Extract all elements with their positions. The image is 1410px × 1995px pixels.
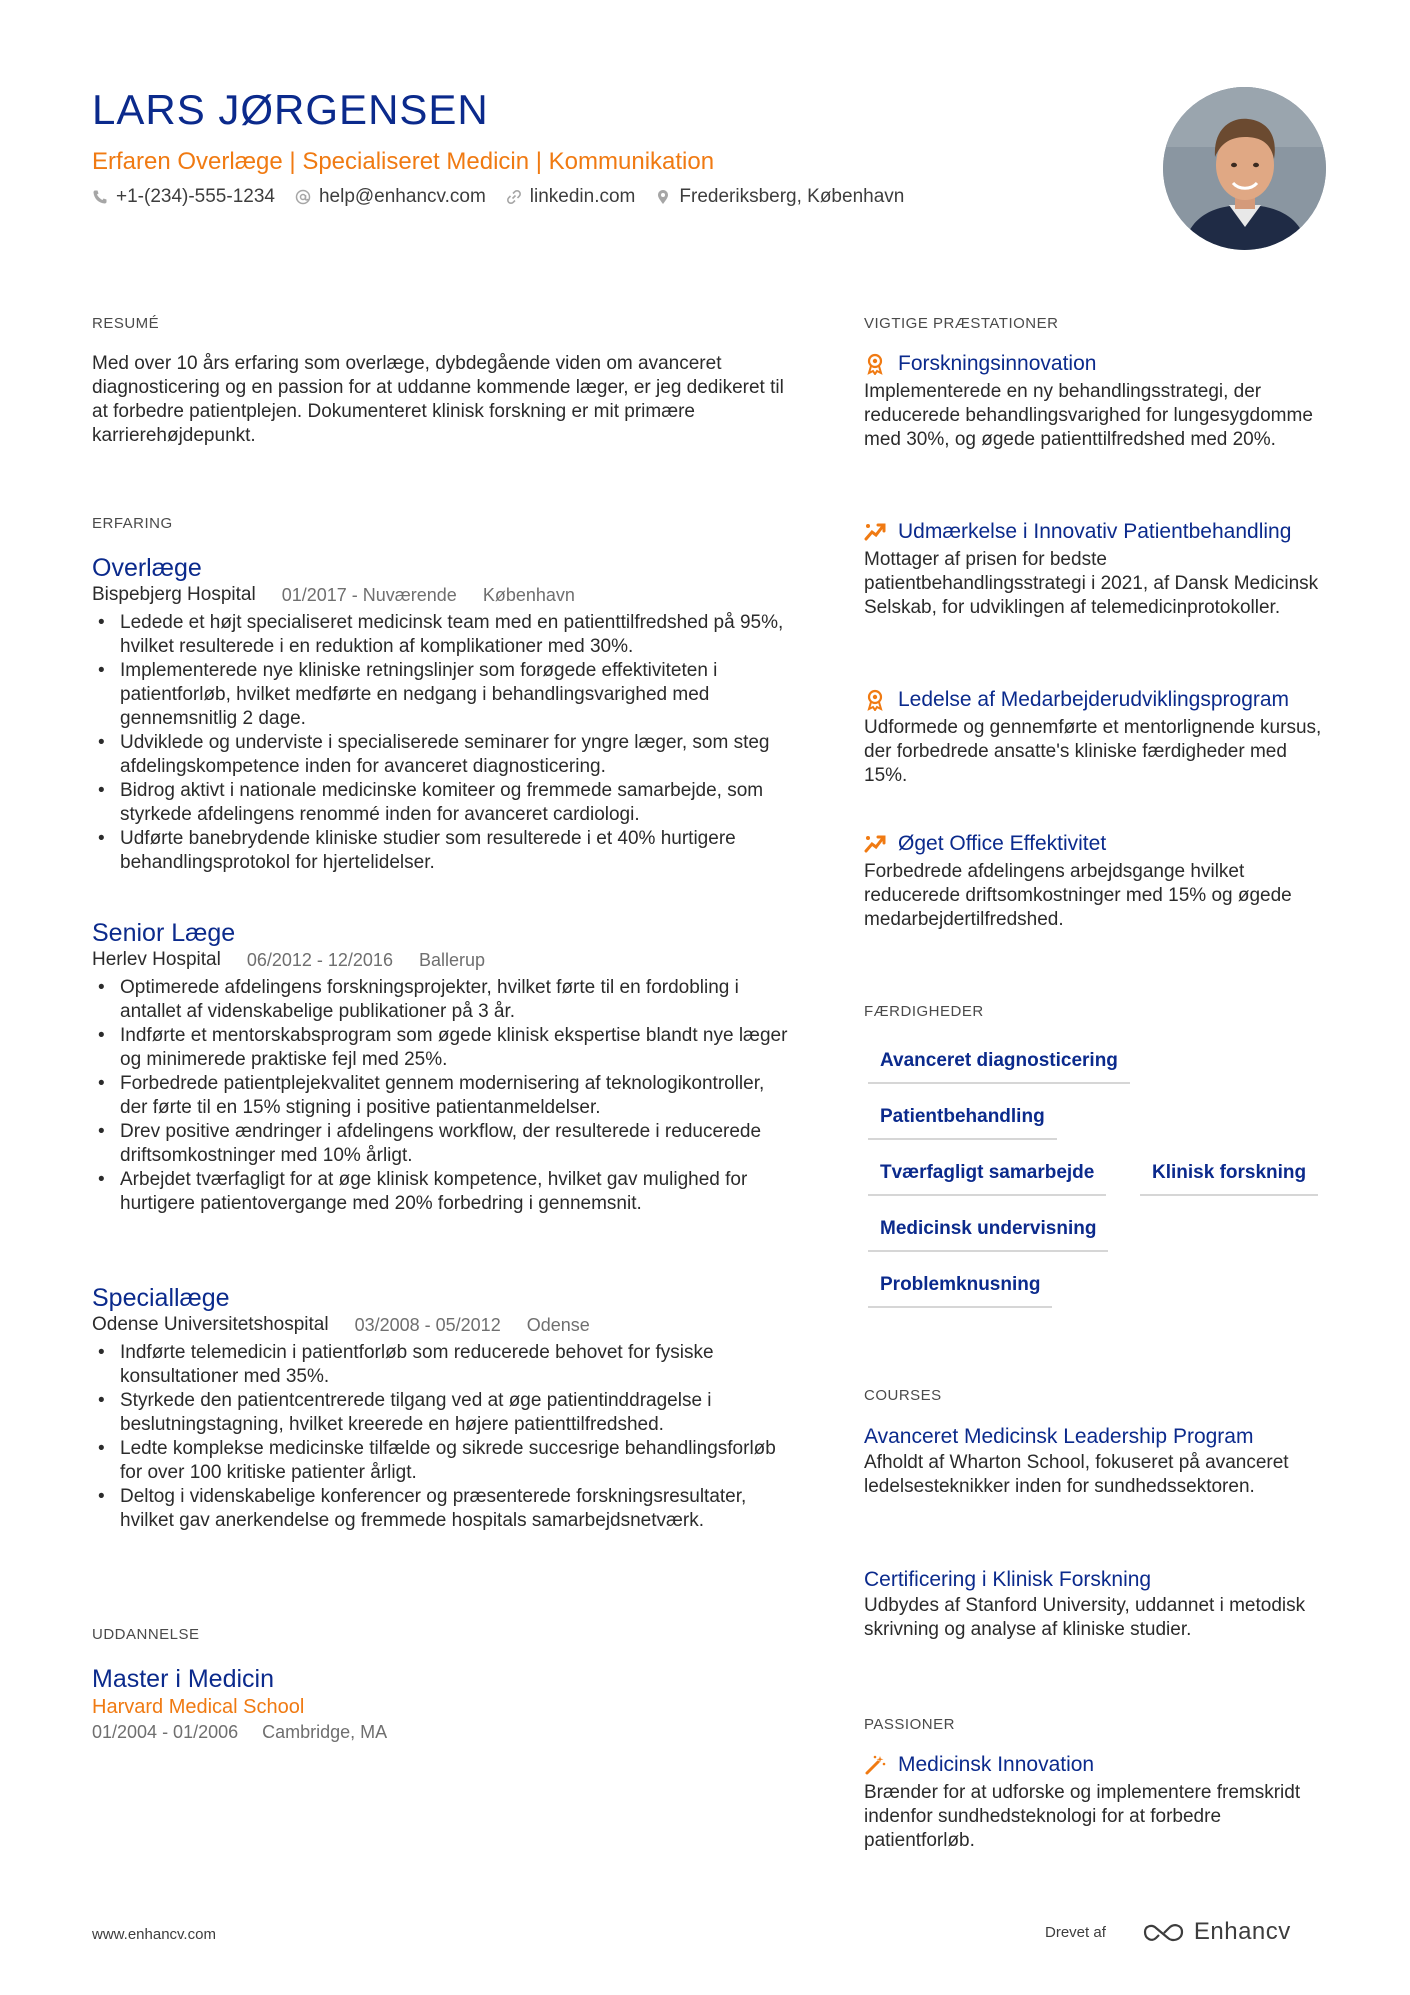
skill-tag: Avanceret diagnosticering [868, 1050, 1130, 1084]
education-dates: 01/2004 - 01/2006 [92, 1722, 239, 1742]
at-icon [295, 189, 311, 205]
achievement-title: Forskningsinnovation [898, 352, 1097, 375]
skill-tag: Tværfagligt samarbejde [868, 1162, 1106, 1196]
job-dates: 01/2017 - Nuværende [281, 585, 457, 605]
powered-by-label: Drevet af [1045, 1923, 1106, 1941]
location-text: Frederiksberg, København [679, 186, 905, 207]
growth-icon [864, 521, 886, 543]
candidate-name: LARS JØRGENSEN [92, 86, 489, 133]
experience-heading: ERFARING [92, 515, 173, 532]
course-item [864, 1423, 1324, 1499]
job-bullet: • Ledte komplekse medicinske tilfælde og sikrede succesrige behandlingsforløb for over 100 kritiske patienter årligt. [92, 1437, 792, 1485]
company-name: Herlev Hospital [92, 949, 221, 970]
achievement-item [864, 518, 1324, 620]
contact-bar [92, 186, 904, 208]
job-title: Senior Læge [92, 919, 236, 947]
job-bullet: • Styrkede den patientcentrerede tilgang ved at øge patientinddragelse i beslutningstagning, hvilket kreerede en højere patienttilfredshed. [92, 1389, 792, 1437]
company-name: Bispebjerg Hospital [92, 584, 256, 605]
degree-title: Master i Medicin [92, 1665, 274, 1693]
job-title: Speciallæge [92, 1284, 230, 1312]
skill-tag: Medicinsk undervisning [868, 1218, 1108, 1252]
experience-entry [92, 918, 792, 1216]
experience-entry [92, 1283, 792, 1533]
summary-text: Med over 10 års erfaring som overlæge, dybdegående viden om avanceret diagnosticering og en passion for at uddanne kommende læger, er jeg dedikeret til at forbedre patientplejen. Dokumenteret klinisk forskning er mit primære karrierehøjdepunkt. [92, 353, 784, 446]
course-title: Avanceret Medicinsk Leadership Program [864, 1425, 1254, 1448]
passions-heading: PASSIONER [864, 1716, 955, 1733]
magic-wand-icon [864, 1754, 886, 1776]
passion-text: Brænder for at udforske og implementere fremskridt indenfor sundhedsteknologi for at forbedre patientforløb. [864, 1782, 1301, 1851]
achievement-text: Udformede og gennemførte et mentorlignende kursus, der forbedrede ansatte's kliniske færdigheder med 15%. [864, 717, 1322, 786]
contact-email[interactable] [295, 186, 486, 208]
education-entry [92, 1664, 792, 1744]
job-dates: 03/2008 - 05/2012 [354, 1315, 501, 1335]
achievement-title: Øget Office Effektivitet [898, 832, 1107, 855]
job-bullet: • Optimerede afdelingens forskningsprojekter, hvilket førte til en fordobling i antallet af videnskabelige publikationer på 3 år. [92, 976, 792, 1024]
summary-heading: RESUMÉ [92, 315, 160, 332]
job-bullet: • Implementerede nye kliniske retningslinjer som forøgede effektiviteten i patientforløb, hvilket medførte en nedgang i behandlingsvarighed med gennemsnitlig 2 dage. [92, 659, 792, 731]
achievement-text: Forbedrede afdelingens arbejdsgange hvilket reducerede driftsomkostninger med 15% og øgede medarbejdertilfredshed. [864, 861, 1292, 930]
job-bullet: • Indførte telemedicin i patientforløb som reducerede behovet for fysiske konsultationer med 35%. [92, 1341, 792, 1389]
job-bullet: • Udførte banebrydende kliniske studier som resulterede i et 40% hurtigere behandlingsprotokol for hjertelidelser. [92, 827, 792, 875]
job-bullet: • Deltog i videnskabelige konferencer og præsenterede forskningsresultater, hvilket gav anerkendelse og fremmede hospitals samarbejdsnetværk. [92, 1485, 792, 1533]
job-location: København [482, 585, 575, 605]
enhancv-logo[interactable] [1142, 1918, 1291, 1946]
school-name: Harvard Medical School [92, 1696, 305, 1718]
job-bullets [92, 1341, 792, 1533]
course-text: Udbydes af Stanford University, uddannet i metodisk skrivning og analyse af kliniske studier. [864, 1595, 1306, 1640]
job-bullet: • Arbejdet tværfagligt for at øge klinisk kompetence, hvilket gav mulighed for hurtigere patientovergange med 20% forbedring i gennemsnit. [92, 1168, 792, 1216]
award-icon [864, 689, 886, 711]
job-dates: 06/2012 - 12/2016 [246, 950, 393, 970]
job-meta [92, 583, 792, 607]
enhancv-logo-icon [1142, 1921, 1186, 1943]
education-meta [92, 1720, 792, 1744]
profile-photo [1163, 87, 1326, 250]
achievement-title: Ledelse af Medarbejderudviklingsprogram [898, 688, 1290, 711]
email-text: help@enhancv.com [318, 186, 486, 207]
courses-heading: COURSES [864, 1387, 942, 1404]
footer-branding [1045, 1918, 1291, 1946]
skills-heading: FÆRDIGHEDER [864, 1003, 984, 1020]
achievements-heading: VIGTIGE PRÆSTATIONER [864, 315, 1059, 332]
growth-icon [864, 833, 886, 855]
education-location: Cambridge, MA [262, 1722, 388, 1742]
skill-tag: Patientbehandling [868, 1106, 1057, 1140]
company-name: Odense Universitetshospital [92, 1314, 329, 1335]
achievement-text: Mottager af prisen for bedste patientbehandlingsstrategi i 2021, af Dansk Medicinsk Selskab, for udviklingen af telemedicinprotokoller. [864, 549, 1319, 618]
job-bullets [92, 976, 792, 1216]
location-pin-icon [655, 189, 671, 205]
achievement-title: Udmærkelse i Innovativ Patientbehandling [898, 520, 1292, 543]
brand-name: Enhancv [1193, 1918, 1291, 1945]
footer-website[interactable]: www.enhancv.com [92, 1926, 216, 1943]
linkedin-text: linkedin.com [529, 186, 636, 207]
job-title: Overlæge [92, 554, 202, 582]
link-icon [506, 189, 522, 205]
experience-entry [92, 553, 792, 875]
achievement-item [864, 830, 1324, 932]
phone-icon [92, 189, 108, 205]
job-bullet: • Udviklede og underviste i specialiserede seminarer for yngre læger, som steg afdelingskompetence inden for avanceret diagnosticering. [92, 731, 792, 779]
achievement-text: Implementerede en ny behandlingsstrategi, der reducerede behandlingsvarighed for lungesygdomme med 30%, og øgede patienttilfredshed med 20%. [864, 381, 1313, 450]
phone-text: +1-(234)-555-1234 [116, 186, 275, 207]
award-icon [864, 353, 886, 375]
job-bullets [92, 611, 792, 875]
job-bullet: • Forbedrede patientplejekvalitet gennem modernisering af teknologikontroller, der førte til en 15% stigning i positive patientanmeldelser. [92, 1072, 792, 1120]
job-meta [92, 1313, 792, 1337]
contact-linkedin[interactable] [506, 186, 636, 208]
job-bullet: • Ledede et højt specialiseret medicinsk team med en patienttilfredshed på 95%, hvilket resulterede i en reduktion af komplikationer med 30%. [92, 611, 792, 659]
education-heading: UDDANNELSE [92, 1626, 200, 1643]
contact-phone[interactable] [92, 186, 275, 208]
job-bullet: • Bidrog aktivt i nationale medicinske komiteer og fremmede samarbejde, som styrkede afdelingens renommé inden for avanceret cardiologi. [92, 779, 792, 827]
contact-location [655, 186, 904, 208]
course-title: Certificering i Klinisk Forskning [864, 1568, 1152, 1591]
job-location: Ballerup [418, 950, 486, 970]
skill-tag: Problemknusning [868, 1274, 1052, 1308]
achievement-item [864, 350, 1324, 452]
job-location: Odense [526, 1315, 590, 1335]
achievement-item [864, 686, 1324, 788]
job-bullet: • Indførte et mentorskabsprogram som øgede klinisk ekspertise blandt nye læger og minimerede praktiske fejl med 25%. [92, 1024, 792, 1072]
skill-tag: Klinisk forskning [1140, 1162, 1318, 1196]
job-meta [92, 948, 792, 972]
course-text: Afholdt af Wharton School, fokuseret på avanceret ledelsesteknikker inden for sundhedssektoren. [864, 1452, 1289, 1497]
course-item [864, 1566, 1324, 1642]
passion-title: Medicinsk Innovation [898, 1753, 1095, 1776]
candidate-title: Erfaren Overlæge | Specialiseret Medicin | Kommunikation [92, 148, 715, 175]
passion-item [864, 1751, 1324, 1853]
job-bullet: • Drev positive ændringer i afdelingens workflow, der resulterede i reducerede driftsomkostninger med 10% årligt. [92, 1120, 792, 1168]
